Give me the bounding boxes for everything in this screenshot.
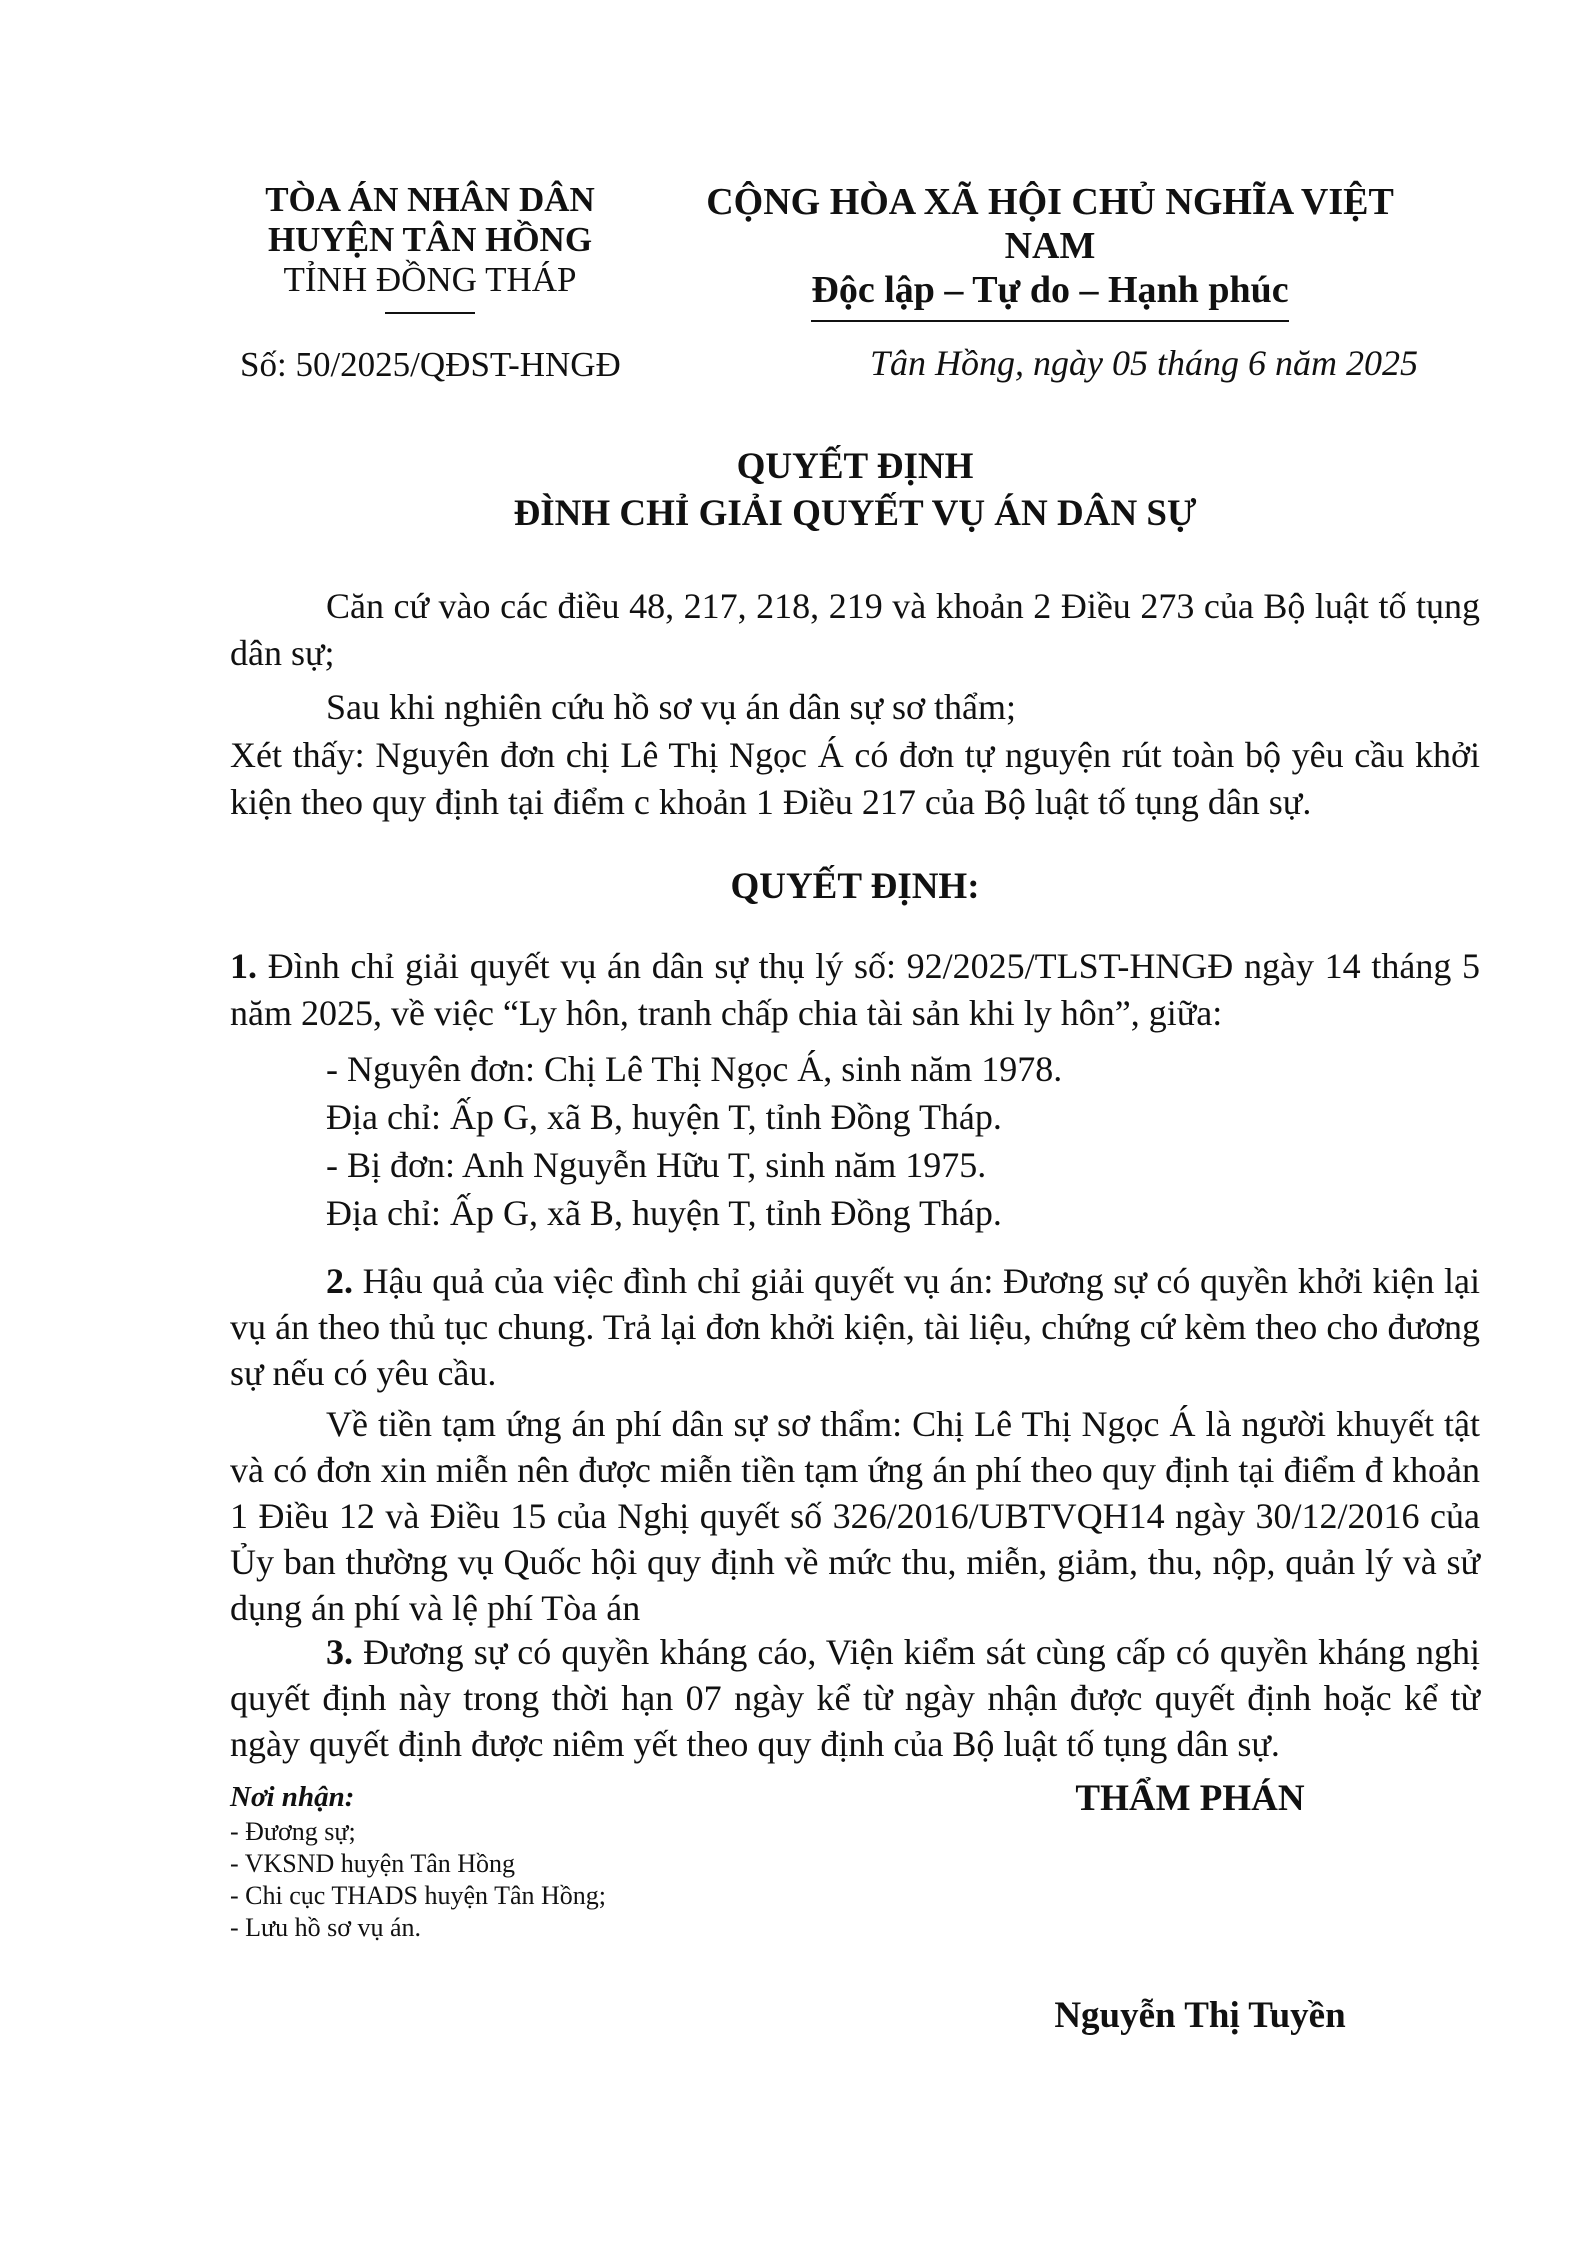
- recipient-item: - VKSND huyện Tân Hồng: [230, 1849, 516, 1878]
- decision-heading: QUYẾT ĐỊNH:: [730, 866, 980, 907]
- decision-item-3: [230, 1629, 1480, 1767]
- signer-title: THẨM PHÁN: [1075, 1778, 1305, 1819]
- preamble-legal-basis: [230, 583, 1480, 677]
- defendant-address: Địa chỉ: Ấp G, xã B, huyện T, tỉnh Đồng Tháp.: [326, 1193, 1002, 1233]
- court-fee-text: Về tiền tạm ứng án phí dân sự sơ thẩm: Chị Lê Thị Ngọc Á là người khuyết tật và có đơn xin miễn nên được miễn tiền tạm ứng án phí theo quy định tại điểm đ khoản 1 Điều 12 và Điều 15 của Nghị quyết số 326/2016/UBTVQH14 ngày 30/12/2016 của Ủy ban thường vụ Quốc hội quy định về mức thu, miễn, giảm, thu, nộp, quản lý và sử dụng án phí và lệ phí Tòa án: [230, 1404, 1480, 1628]
- recipient-item: - Chi cục THADS huyện Tân Hồng;: [230, 1881, 606, 1910]
- document-number: Số: 50/2025/QĐST-HNGĐ: [240, 345, 621, 384]
- defendant-line: - Bị đơn: Anh Nguyễn Hữu T, sinh năm 1975.: [326, 1145, 987, 1185]
- recipients-block: [230, 1778, 606, 1944]
- court-name-line2: HUYỆN TÂN HỒNG: [267, 220, 593, 259]
- nation-title: CỘNG HÒA XÃ HỘI CHỦ NGHĨA VIỆT NAM: [706, 181, 1394, 267]
- signer-name: Nguyễn Thị Tuyền: [1054, 1995, 1346, 2036]
- plaintiff-address: Địa chỉ: Ấp G, xã B, huyện T, tỉnh Đồng Tháp.: [326, 1097, 1002, 1137]
- recipient-item: - Đương sự;: [230, 1817, 356, 1846]
- place-date: Tân Hồng, ngày 05 tháng 6 năm 2025: [870, 343, 1418, 383]
- court-header: [210, 180, 650, 314]
- court-fee-paragraph: [230, 1401, 1480, 1631]
- document-subtitle: ĐÌNH CHỈ GIẢI QUYẾT VỤ ÁN DÂN SỰ: [513, 493, 1197, 534]
- item-number: 2.: [326, 1261, 353, 1301]
- document-title: QUYẾT ĐỊNH: [736, 446, 974, 487]
- decision-item-2: [230, 1258, 1480, 1396]
- item-number: 1.: [230, 946, 257, 986]
- national-motto: Độc lập – Tự do – Hạnh phúc: [811, 268, 1288, 322]
- item-text: Hậu quả của việc đình chỉ giải quyết vụ án: Đương sự có quyền khởi kiện lại vụ án theo thủ tục chung. Trả lại đơn khởi kiện, tài liệu, chứng cứ kèm theo cho đương sự nếu có yêu cầu.: [230, 1261, 1481, 1393]
- finding-text: Xét thấy: Nguyên đơn chị Lê Thị Ngọc Á có đơn tự nguyện rút toàn bộ yêu cầu khởi kiện theo quy định tại điểm c khoản 1 Điều 217 của Bộ luật tố tụng dân sự.: [230, 735, 1480, 822]
- national-header: [660, 180, 1440, 322]
- item-number: 3.: [326, 1632, 353, 1672]
- review-text: Sau khi nghiên cứu hồ sơ vụ án dân sự sơ thẩm;: [326, 687, 1017, 727]
- item-text: Đình chỉ giải quyết vụ án dân sự thụ lý số: 92/2025/TLST-HNGĐ ngày 14 tháng 5 năm 2025, về việc “Ly hôn, tranh chấp chia tài sản khi ly hôn”, giữa:: [230, 946, 1480, 1033]
- plaintiff-line: - Nguyên đơn: Chị Lê Thị Ngọc Á, sinh năm 1978.: [326, 1049, 1063, 1089]
- court-province: TỈNH ĐỒNG THÁP: [283, 260, 577, 299]
- header-divider: [385, 312, 475, 314]
- recipients-colon: :: [344, 1781, 355, 1813]
- item-text: Đương sự có quyền kháng cáo, Viện kiểm sát cùng cấp có quyền kháng nghị quyết định này trong thời hạn 07 ngày kể từ ngày nhận được quyết định hoặc kể từ ngày quyết định được niêm yết theo quy định của Bộ luật tố tụng dân sự.: [230, 1632, 1480, 1764]
- court-name-line1: TÒA ÁN NHÂN DÂN: [265, 180, 595, 219]
- decision-item-1: [230, 943, 1480, 1037]
- preamble-review: [230, 684, 1480, 731]
- recipients-label: Nơi nhận: [230, 1781, 345, 1813]
- preamble-finding: [230, 732, 1480, 826]
- recipient-item: - Lưu hồ sơ vụ án.: [230, 1913, 422, 1942]
- legal-basis-text: Căn cứ vào các điều 48, 217, 218, 219 và khoản 2 Điều 273 của Bộ luật tố tụng dân sự;: [230, 586, 1480, 673]
- parties-list: [230, 1046, 1480, 1238]
